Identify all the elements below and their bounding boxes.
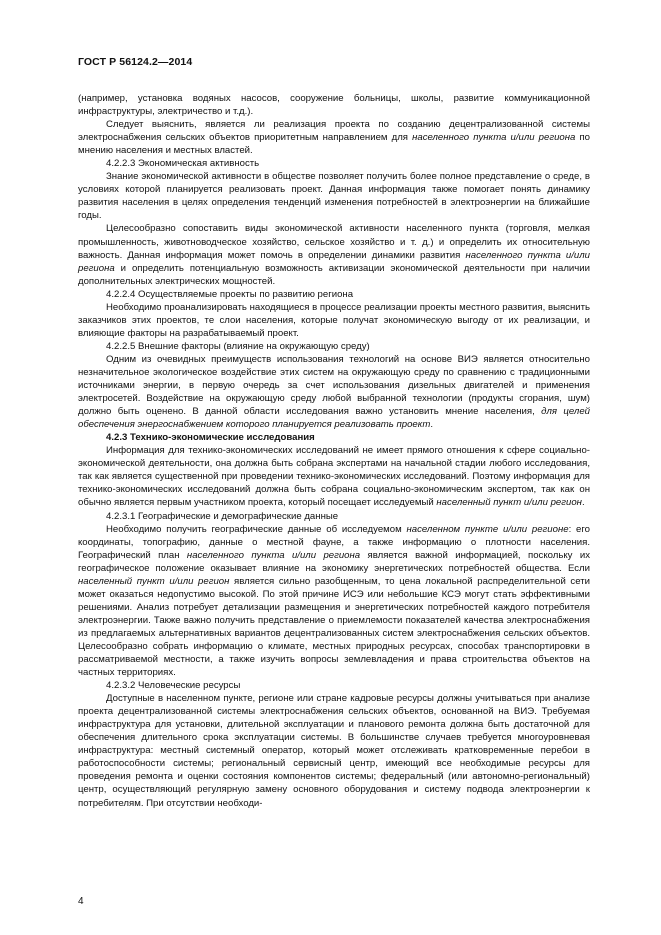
text-run: для целей обеспечения энергоснабжением которого планируется реализовать проект	[78, 406, 590, 431]
text-run: .	[430, 419, 434, 431]
text-run: 4.2.2.3 Экономическая активность	[106, 158, 260, 170]
text-run: населенного пункта и/или региона	[78, 249, 591, 274]
paragraph-p11	[78, 510, 590, 523]
paragraph-p12	[78, 523, 590, 680]
paragraph-p3	[78, 170, 590, 222]
text-run: 4.2.2.4 Осуществляемые проекты по развитию региона	[106, 288, 354, 300]
paragraph-p2	[78, 157, 590, 170]
document-header: ГОСТ Р 56124.2—2014	[78, 56, 193, 68]
text-run: Необходимо проанализировать находящиеся в процессе реализации проекты местного развития, выяснить заказчиков этих проектов, те слои населения, которые получат экономическую выгоду от их реализации, и влияющие факторы на разрабатываемый проект.	[78, 301, 590, 339]
paragraph-p13	[78, 679, 590, 692]
text-run: населенный пункт и/или регион	[436, 497, 582, 509]
paragraph-p8	[78, 353, 590, 431]
text-run: населенном пункте и/или регионе	[406, 523, 569, 535]
text-run: 4.2.3.1 Географические и демографические данные	[106, 510, 339, 522]
paragraph-p5	[78, 288, 590, 301]
text-run: населенного пункта и/или региона	[186, 549, 361, 561]
text-run: населенный пункт и/или регион	[78, 575, 230, 587]
text-run: населенного пункта и/или региона	[412, 132, 576, 144]
text-run: по мнению населения и местных властей.	[78, 132, 590, 157]
text-run: 4.2.3.2 Человеческие ресурсы	[106, 680, 241, 692]
text-run: Одним из очевидных преимуществ использования технологий на основе ВИЭ является относительно незначительное экологическое воздействие этих систем на окружающую среду по сравнению с традиционными источниками энергии, в первую очередь за счет использования дизельных двигателей и применения электросетей. Воздействие на окружающую среду любой выбранной технологии (продукты сгорания, шум) должно быть оценено. В данной области исследования важно установить мнение населения,	[78, 353, 590, 418]
text-run: и определить потенциальную возможность активизации экономической деятельности при наличии дополнительных электрических мощностей.	[78, 262, 590, 287]
text-run: Следует выяснить, является ли реализация проекта по созданию децентрализованной системы электроснабжения сельских объектов приоритетным направлением для	[78, 119, 590, 144]
document-body	[78, 92, 590, 810]
text-run: Информация для технико-экономических исследований не имеет прямого отношения к сфере социально-экономической деятельности, она должна быть собрана экспертами на начальной стадии любого исследования, так как является существенной при проведении технико-экономических исследований. Поэтому информация для технико-экономических исследований должна быть собрана социально-экономическим экспертом, так как он обычно является первым участником проекта, который посещает исследуемый	[78, 445, 590, 509]
text-run: является сильно разобщенным, то цена локальной распределительной сети может оказаться недопустимо высокой. По этой причине ИСЭ или небольшие КСЭ могут стать эффективными решениями. Анализ потребует детализации размещения и энергетических потребностей каждого потребителя электроэнергии. Также важно получить представление о приемлемости показателей качества электроснабжения из предлагаемых альтернативных вариантов децентрализованных систем электроснабжения сельских объектов. Целесообразно собрать информацию о климате, местных природных ресурсах, способах транспортировки в рассматриваемой местности, а также изучить вопросы землевладения и права строительства объектов на частных территориях.	[78, 575, 591, 679]
text-run: является важной информацией, поскольку их географическое положение оказывает влияние на экономику энергетических потребностей общества. Если	[78, 549, 591, 574]
paragraph-p14	[78, 692, 590, 809]
paragraph-p10	[78, 444, 590, 509]
paragraph-p9	[78, 431, 590, 444]
paragraph-p0	[78, 92, 590, 118]
paragraph-p4	[78, 222, 590, 287]
page-number: 4	[78, 896, 84, 907]
text-run: 4.2.2.5 Внешние факторы (влияние на окружающую среду)	[106, 340, 370, 352]
text-run: 4.2.3 Технико-экономические исследования	[106, 432, 315, 444]
text-run: Доступные в населенном пункте, регионе или стране кадровые ресурсы должны учитываться при анализе проекта децентрализованной системы электроснабжения сельских объектов, основанной на ВИЭ. Требуемая инфраструктура для установки, длительной эксплуатации и планового ремонта должна быть достаточной для обеспечения длительного срока эксплуатации системы. В большинстве случаев требуется многоуровневая инфраструктура: местный системный оператор, который может отслеживать кратковременные перебои в работоспособности системы; региональный сервисный центр, имеющий все необходимые ресурсы для проведения ремонта и оценки состояния компонентов системы; федеральный (или автономно-региональный) центр, осуществляющий регулярную замену основного оборудования и систему подвода электроэнергии к потребителям. При отсутствии необходи-	[78, 693, 590, 809]
text-run: : его координаты, топографию, данные о местной фауне, а также информацию о плотности населения. Географический план	[78, 523, 591, 561]
text-run: .	[581, 497, 585, 509]
text-run: Знание экономической активности в обществе позволяет получить более полное представление о среде, в условиях которой планируется реализовать проект. Данная информация также помогает понять динамику развития населения в целях определения тенденций изменения потребностей в электроэнергии на ближайшие годы.	[78, 171, 590, 222]
paragraph-p6	[78, 301, 590, 340]
text-run: (например, установка водяных насосов, сооружение больницы, школы, развитие коммуникационной инфраструктуры, электричество и т.д.).	[78, 93, 590, 118]
paragraph-p1	[78, 118, 590, 157]
text-run: Необходимо получить географические данные об исследуемом	[106, 523, 407, 535]
paragraph-p7	[78, 340, 590, 353]
text-run: Целесообразно сопоставить виды экономической активности населенного пункта (торговля, мелкая промышленность, животноводческое хозяйство, сельское хозяйство и т. д.) и определить их относительную важность. Данная информация может помочь в определении динамики развития	[78, 223, 590, 261]
